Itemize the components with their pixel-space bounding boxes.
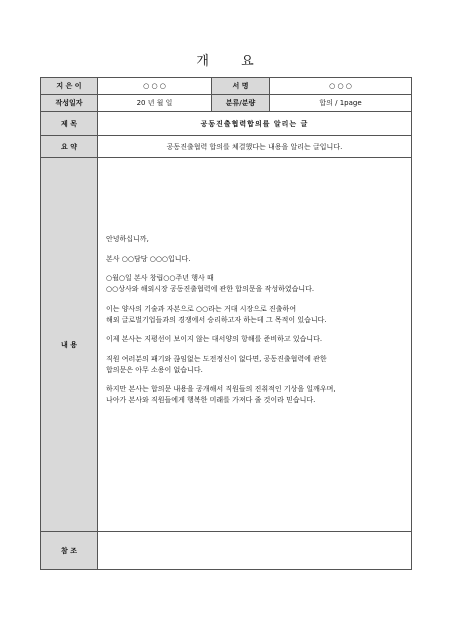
date-label: 작성일자 (41, 95, 98, 112)
page-title: 개 요 (196, 54, 268, 69)
subject-row (41, 112, 412, 136)
content-line: 이제 본사는 지평선이 보이지 않는 대서양의 항해를 준비하고 있습니다. (106, 335, 323, 343)
content-label: 내 용 (41, 158, 98, 532)
content-line: ○월○일 본사 창립○○주년 행사 때 (106, 274, 214, 282)
summary-row (41, 136, 412, 158)
summary-value: 공동진출협력 합의를 체결했다는 내용을 알리는 글입니다. (98, 136, 412, 158)
content-row (41, 158, 412, 532)
signature-value: ○ ○ ○ (270, 78, 412, 95)
content-text (98, 158, 411, 406)
date-row (41, 95, 412, 112)
content-line: ○○상사와 해외시장 공동진출협력에 관한 합의문을 작성하였습니다. (106, 285, 315, 293)
content-line: 해외 글로벌기업들과의 경쟁에서 승리하고자 하는데 그 목적이 있습니다. (106, 315, 327, 324)
author-value: ○ ○ ○ (98, 78, 212, 95)
content-line: 본사 ○○담당 ○○○입니다. (106, 254, 191, 263)
content-body (98, 158, 412, 532)
content-line: 이는 양사의 기술과 자본으로 ○○라는 거대 시장으로 진출하여 (106, 304, 297, 313)
content-line: 안녕하십니까, (106, 235, 149, 243)
content-line: 직원 여러분의 패기와 끊임없는 도전정신이 없다면, 공동진출협력에 관한 (106, 354, 327, 363)
signature-label: 서 명 (212, 78, 270, 95)
document-form (40, 77, 412, 570)
author-label: 지 은 이 (41, 78, 98, 95)
subject-value: 공동진출협력합의를 알리는 글 (98, 112, 412, 136)
subject-label: 제 목 (41, 112, 98, 136)
reference-label: 참 조 (41, 532, 98, 570)
summary-label: 요 약 (41, 136, 98, 158)
content-line: 나아가 본사와 직원들에게 행복한 미래를 가져다 줄 것이라 믿습니다. (106, 396, 316, 404)
category-value: 합의 / 1page (270, 95, 412, 112)
reference-value (98, 532, 412, 570)
reference-row (41, 532, 412, 570)
author-row (41, 78, 412, 95)
content-line: 합의문은 아무 소용이 없습니다. (106, 365, 203, 374)
date-value: 20 년 월 일 (98, 95, 212, 112)
content-line: 하지만 본사는 합의문 내용을 공개해서 직원들의 진취적인 기상을 일깨우며, (106, 385, 336, 393)
category-label: 분류/분량 (212, 95, 270, 112)
